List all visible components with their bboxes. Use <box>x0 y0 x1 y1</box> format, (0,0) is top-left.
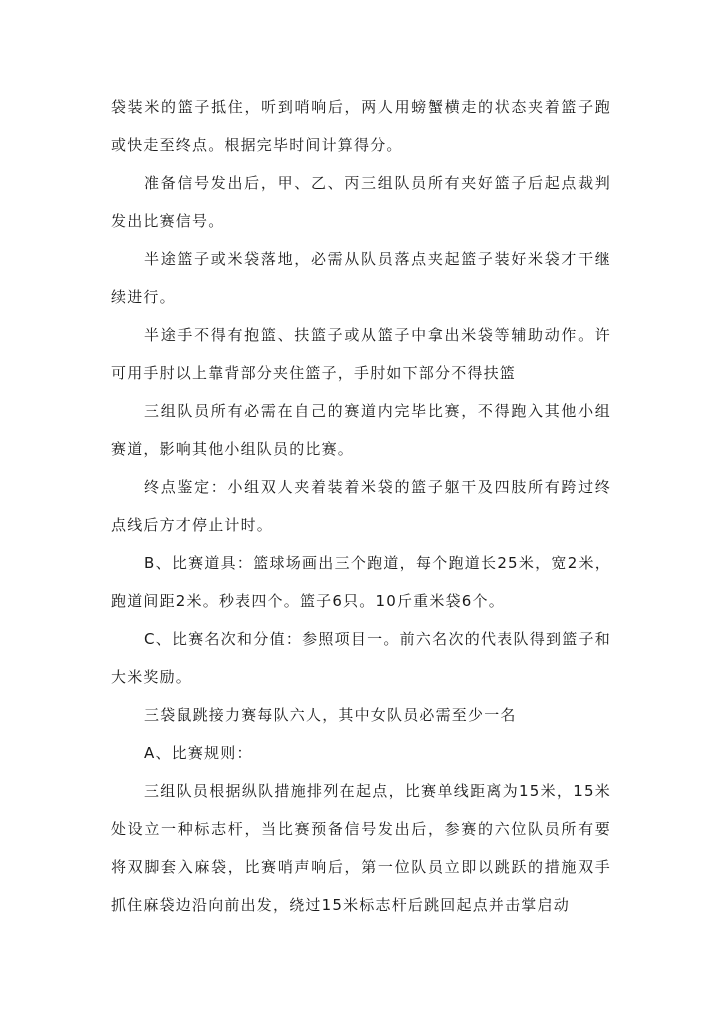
paragraph-lane-rule: 三组队员所有必需在自己的赛道内完毕比赛，不得跑入其他小组赛道，影响其他小组队员的比赛。 <box>111 402 611 458</box>
paragraph-start-signal: 准备信号发出后，甲、乙、丙三组队员所有夹好篮子后起点裁判发出比赛信号。 <box>111 174 611 230</box>
paragraph-finish-judgement: 终点鉴定：小组双人夹着装着米袋的篮子躯干及四肢所有跨过终点线后方才停止计时。 <box>111 478 611 534</box>
document-body <box>111 88 611 924</box>
paragraph-rules-heading: A、比赛规则： <box>144 744 253 762</box>
paragraph-equipment: B、比赛道具：篮球场画出三个跑道，每个跑道长25米，宽2米，跑道间距2米。秒表四个。篮子6只。10斤重米袋6个。 <box>111 554 611 610</box>
paragraph-sack-race-title: 三袋鼠跳接力赛每队六人，其中女队员必需至少一名 <box>144 706 517 724</box>
paragraph-sack-race-rules: 三组队员根据纵队措施排列在起点，比赛单线距离为15米，15米处设立一种标志杆，当比赛预备信号发出后，参赛的六位队员所有要将双脚套入麻袋，比赛哨声响后，第一位队员立即以跳跃的措施双手抓住麻袋边沿向前出发，绕过15米标志杆后跳回起点并击掌启动 <box>111 782 611 914</box>
paragraph-dropped-basket: 半途篮子或米袋落地，必需从队员落点夹起篮子装好米袋才干继续进行。 <box>111 250 611 306</box>
paragraph-continuation: 袋装米的篮子抵住，听到哨响后，两人用螃蟹横走的状态夹着篮子跑或快走至终点。根据完毕时间计算得分。 <box>111 98 611 154</box>
paragraph-no-hands-rule: 半途手不得有抱篮、扶篮子或从篮子中拿出米袋等辅助动作。许可用手肘以上靠背部分夹住篮子，手肘如下部分不得扶篮 <box>111 326 611 382</box>
paragraph-ranking-scoring: C、比赛名次和分值：参照项目一。前六名次的代表队得到篮子和大米奖励。 <box>111 630 611 686</box>
